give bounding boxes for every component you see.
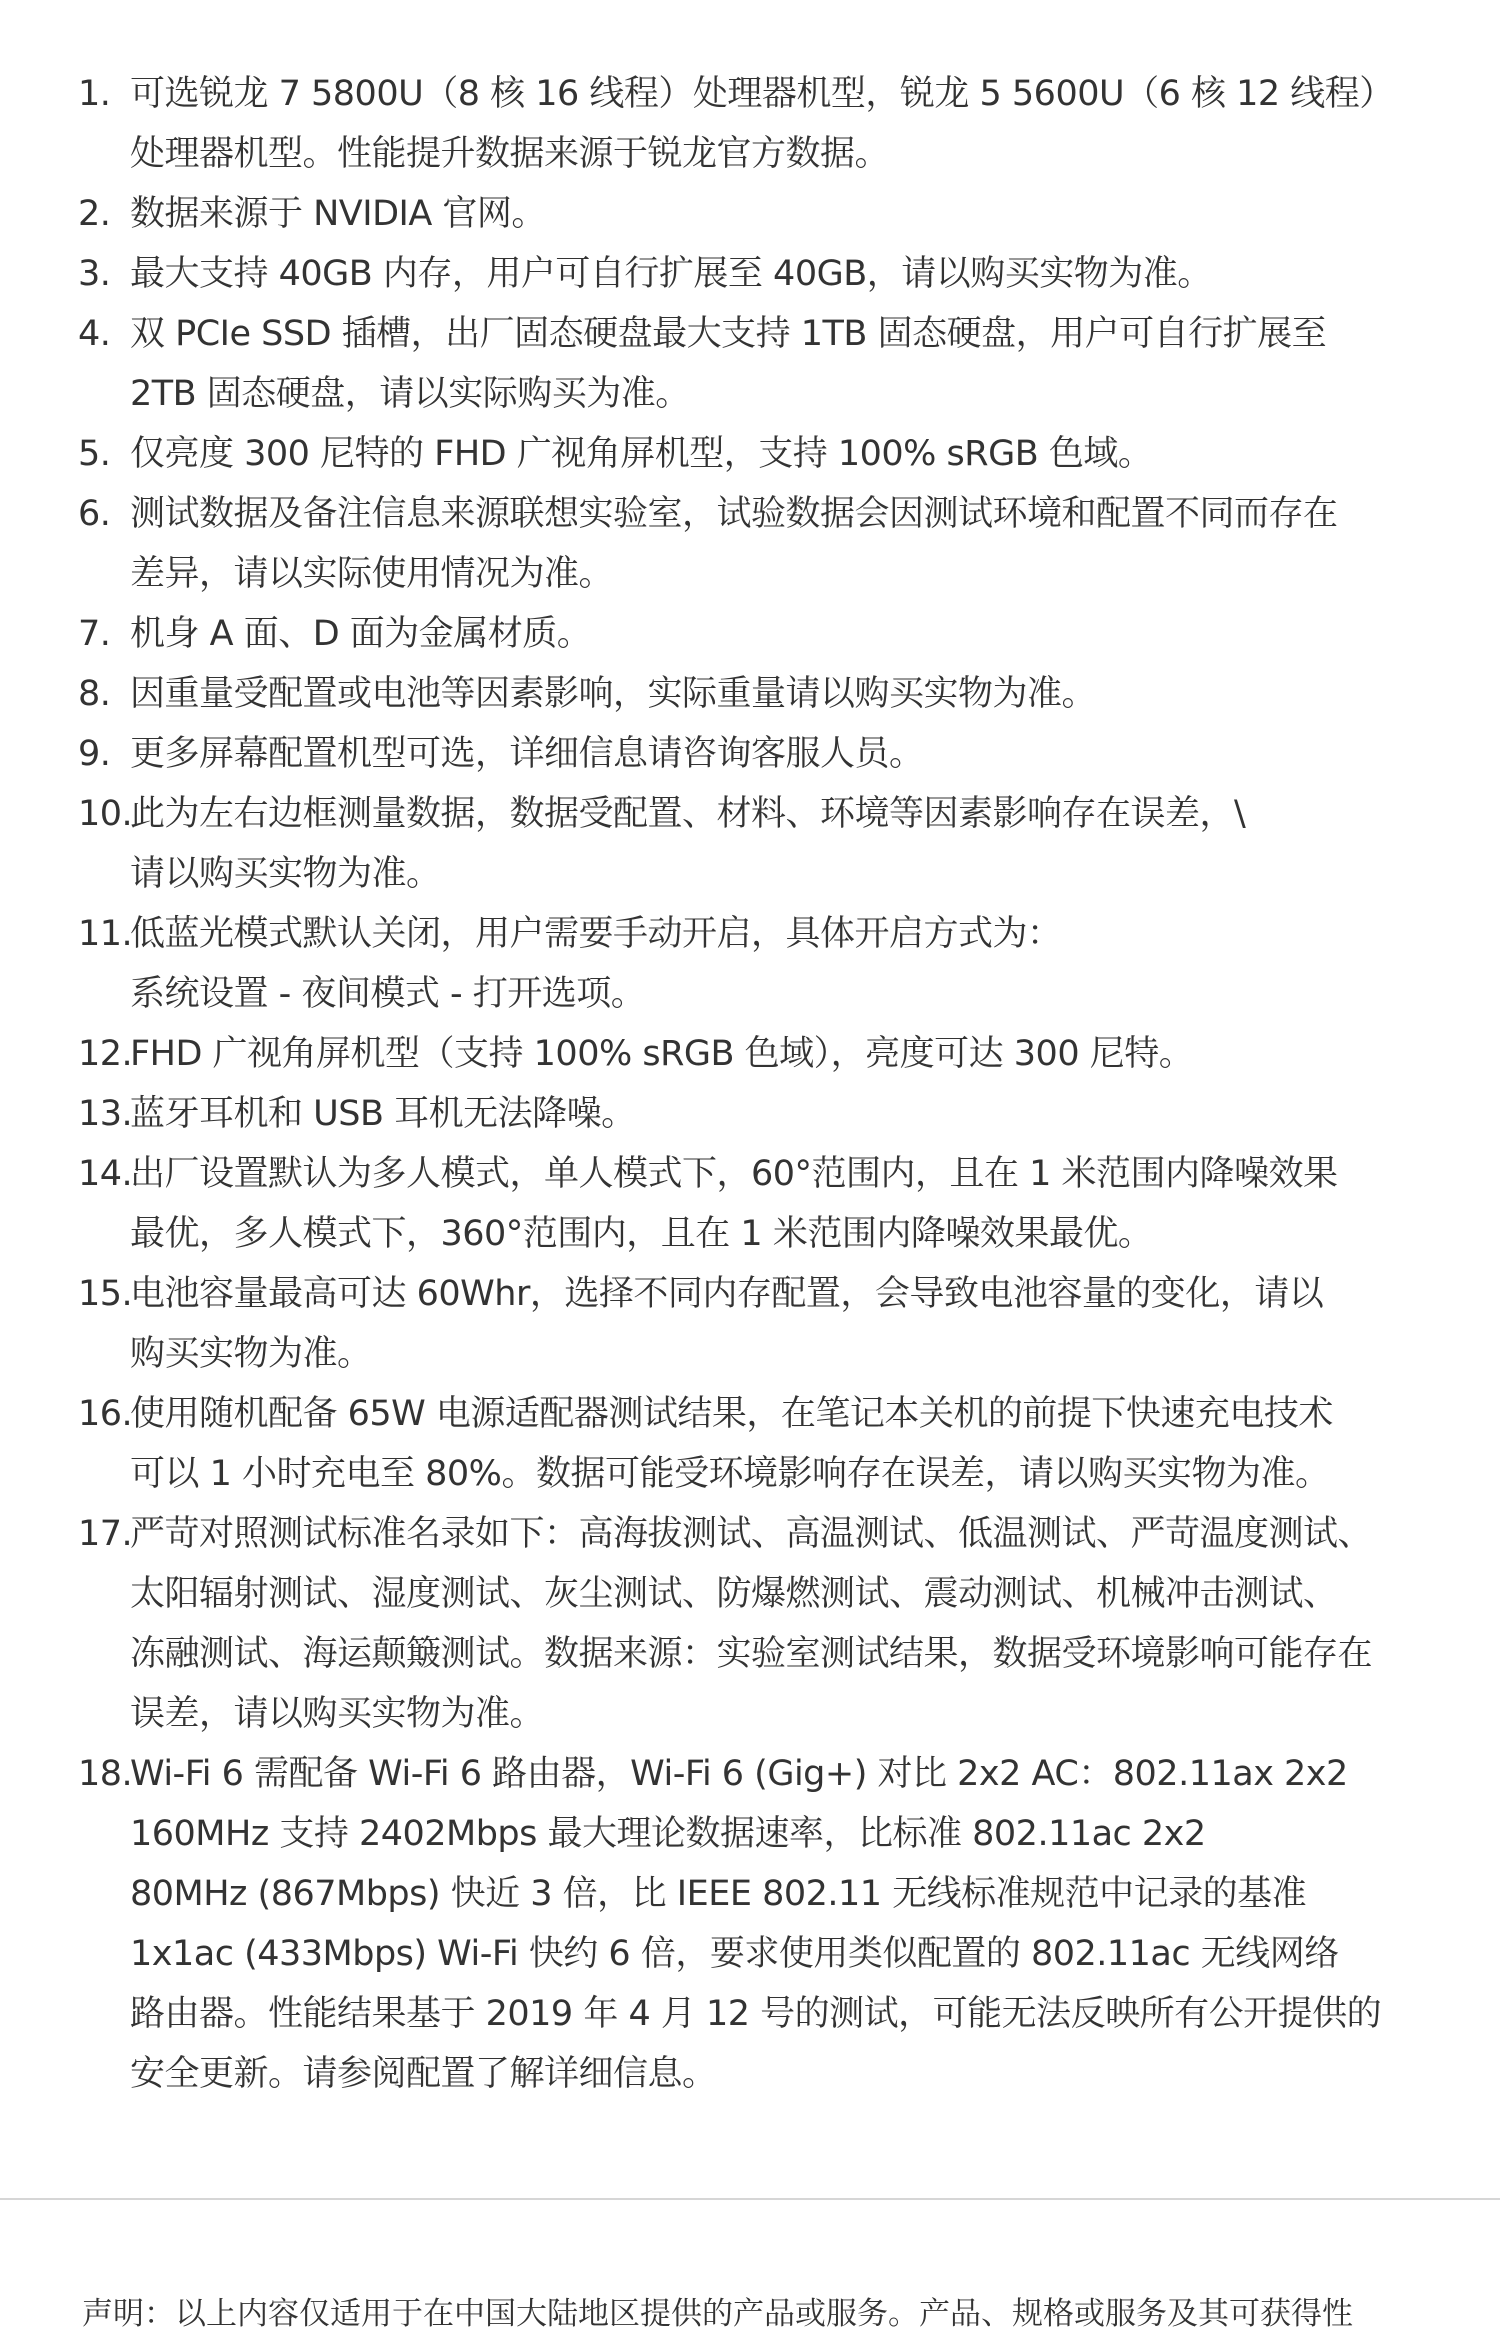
footnote-text xyxy=(130,1744,1458,2104)
footnote-number: 6. xyxy=(78,494,111,534)
footnote-text xyxy=(130,664,1458,724)
footnote-line: 购买实物为准。 xyxy=(130,1334,372,1374)
footnote-line: 低蓝光模式默认关闭，用户需要手动开启，具体开启方式为： xyxy=(130,914,1062,954)
footnote-number: 11. xyxy=(78,914,133,954)
footnote-text xyxy=(130,484,1458,604)
footnote-line: 数据来源于 NVIDIA 官网。 xyxy=(130,194,546,234)
footnote-number: 14. xyxy=(78,1154,133,1194)
footnote-text xyxy=(130,1504,1458,1744)
footnote-text xyxy=(130,1024,1458,1084)
footnote-item xyxy=(78,304,1458,424)
footnote-line: 安全更新。请参阅配置了解详细信息。 xyxy=(130,2054,717,2094)
footnote-line: FHD 广视角屏机型（支持 100% sRGB 色域），亮度可达 300 尼特。 xyxy=(130,1034,1194,1074)
footnote-item xyxy=(78,1264,1458,1384)
footnote-item xyxy=(78,604,1458,664)
footnote-text xyxy=(130,1264,1458,1384)
footnote-text xyxy=(130,1144,1458,1264)
footnote-line: 冻融测试、海运颠簸测试。数据来源：实验室测试结果，数据受环境影响可能存在 xyxy=(130,1634,1373,1674)
footnote-item xyxy=(78,904,1458,1024)
footnote-text xyxy=(130,244,1458,304)
footnote-number: 2. xyxy=(78,194,111,234)
footnote-line: 更多屏幕配置机型可选，详细信息请咨询客服人员。 xyxy=(130,734,924,774)
footnote-item xyxy=(78,1744,1458,2104)
footnote-item xyxy=(78,244,1458,304)
footnote-text xyxy=(130,1084,1458,1144)
footnote-number: 18. xyxy=(78,1754,133,1794)
footnote-item xyxy=(78,1084,1458,1144)
footnote-line: 严苛对照测试标准名录如下：高海拔测试、高温测试、低温测试、严苛温度测试、 xyxy=(130,1514,1373,1554)
footnote-item xyxy=(78,64,1458,184)
footnote-item xyxy=(78,784,1458,904)
footnote-item xyxy=(78,1144,1458,1264)
footnote-line: 160MHz 支持 2402Mbps 最大理论数据速率，比标准 802.11ac 2x2 xyxy=(130,1814,1206,1854)
footnote-line: 电池容量最高可达 60Whr，选择不同内存配置，会导致电池容量的变化，请以 xyxy=(130,1274,1324,1314)
footnote-line: 最大支持 40GB 内存，用户可自行扩展至 40GB，请以购买实物为准。 xyxy=(130,254,1212,294)
footnote-number: 4. xyxy=(78,314,111,354)
footnote-line: 因重量受配置或电池等因素影响，实际重量请以购买实物为准。 xyxy=(130,674,1097,714)
footnote-line: 测试数据及备注信息来源联想实验室，试验数据会因测试环境和配置不同而存在 xyxy=(130,494,1338,534)
footnote-line: 1x1ac (433Mbps) Wi-Fi 快约 6 倍，要求使用类似配置的 802.11ac 无线网络 xyxy=(130,1934,1339,1974)
footnote-line: 最优，多人模式下，360°范围内，且在 1 米范围内降噪效果最优。 xyxy=(130,1214,1153,1254)
footnote-line: 系统设置 - 夜间模式 - 打开选项。 xyxy=(130,974,646,1014)
footnote-item xyxy=(78,1384,1458,1504)
footnote-number: 13. xyxy=(78,1094,133,1134)
footnote-text xyxy=(130,904,1458,1024)
footnote-item xyxy=(78,1024,1458,1084)
footnote-number: 10. xyxy=(78,794,133,834)
footnote-line: 出厂设置默认为多人模式，单人模式下，60°范围内，且在 1 米范围内降噪效果 xyxy=(130,1154,1338,1194)
footnote-line: 80MHz (867Mbps) 快近 3 倍，比 IEEE 802.11 无线标准规范中记录的基准 xyxy=(130,1874,1307,1914)
footnote-line: 机身 A 面、D 面为金属材质。 xyxy=(130,614,592,654)
footnote-number: 15. xyxy=(78,1274,133,1314)
footnote-line: 误差，请以购买实物为准。 xyxy=(130,1694,545,1734)
footnote-item xyxy=(78,1504,1458,1744)
footnote-line: 2TB 固态硬盘，请以实际购买为准。 xyxy=(130,374,690,414)
section-divider xyxy=(0,2198,1500,2200)
footnote-line: 双 PCIe SSD 插槽，出厂固态硬盘最大支持 1TB 固态硬盘，用户可自行扩展至 xyxy=(130,314,1327,354)
footnote-number: 5. xyxy=(78,434,111,474)
footnote-number: 1. xyxy=(78,74,111,114)
footnote-line: 太阳辐射测试、湿度测试、灰尘测试、防爆燃测试、震动测试、机械冲击测试、 xyxy=(130,1574,1338,1614)
footnote-line: 路由器。性能结果基于 2019 年 4 月 12 号的测试，可能无法反映所有公开提供的 xyxy=(130,1994,1382,2034)
footnote-text xyxy=(130,304,1458,424)
footnote-text xyxy=(130,184,1458,244)
footnote-text xyxy=(130,1384,1458,1504)
footnote-number: 17. xyxy=(78,1514,133,1554)
footnote-line: 蓝牙耳机和 USB 耳机无法降噪。 xyxy=(130,1094,636,1134)
footnote-line: Wi-Fi 6 需配备 Wi-Fi 6 路由器，Wi-Fi 6 (Gig+) 对比 2x2 AC：802.11ax 2x2 xyxy=(130,1754,1348,1794)
footnote-list xyxy=(78,64,1458,2104)
footnote-line: 可以 1 小时充电至 80%。数据可能受环境影响存在误差，请以购买实物为准。 xyxy=(130,1454,1330,1494)
footnote-line: 处理器机型。性能提升数据来源于锐龙官方数据。 xyxy=(130,134,890,174)
footnote-item xyxy=(78,184,1458,244)
footnote-number: 9. xyxy=(78,734,111,774)
footnote-text xyxy=(130,784,1458,904)
footnote-line: 使用随机配备 65W 电源适配器测试结果，在笔记本关机的前提下快速充电技术 xyxy=(130,1394,1333,1434)
footnote-text xyxy=(130,724,1458,784)
footnote-line: 可选锐龙 7 5800U（8 核 16 线程）处理器机型，锐龙 5 5600U（6 核 12 线程） xyxy=(130,74,1394,114)
footnote-number: 12. xyxy=(78,1034,133,1074)
footnote-item xyxy=(78,424,1458,484)
footnote-item xyxy=(78,484,1458,604)
footnote-line: 仅亮度 300 尼特的 FHD 广视角屏机型，支持 100% sRGB 色域。 xyxy=(130,434,1153,474)
footnote-item xyxy=(78,724,1458,784)
footnote-number: 3. xyxy=(78,254,111,294)
footnote-text xyxy=(130,424,1458,484)
footnote-line: 此为左右边框测量数据，数据受配置、材料、环境等因素影响存在误差，\ xyxy=(130,794,1246,834)
disclaimer-text: 声明：以上内容仅适用于在中国大陆地区提供的产品或服务。产品、规格或服务及其可获得性 xyxy=(82,2296,1353,2332)
footnote-item xyxy=(78,664,1458,724)
footnote-text xyxy=(130,64,1458,184)
footnote-text xyxy=(130,604,1458,664)
footnote-number: 7. xyxy=(78,614,111,654)
footnote-number: 8. xyxy=(78,674,111,714)
footnote-line: 差异，请以实际使用情况为准。 xyxy=(130,554,614,594)
footnote-number: 16. xyxy=(78,1394,133,1434)
footnote-line: 请以购买实物为准。 xyxy=(130,854,441,894)
